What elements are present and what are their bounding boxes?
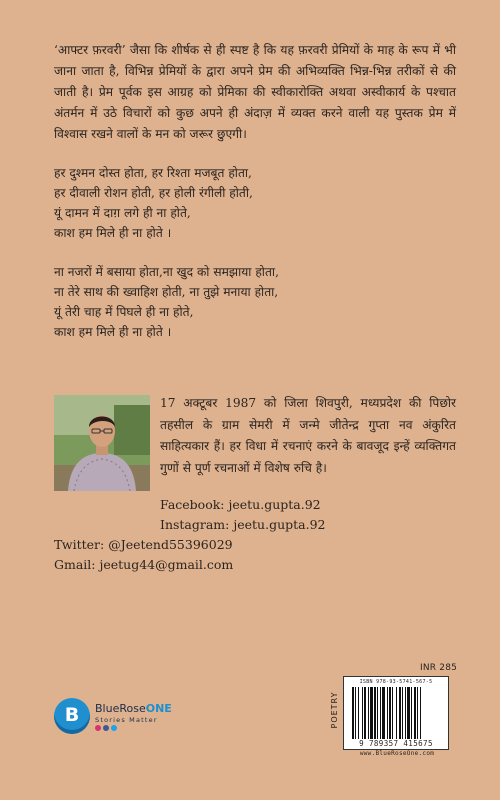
- poem-line: ना तेरे साथ की ख्वाहिश होती, ना तुझे मनाया होता,: [54, 285, 279, 299]
- gmail-address: Gmail: jeetug44@gmail.com: [54, 557, 234, 572]
- publisher-logo-icon: B: [54, 698, 90, 734]
- poem-stanza-2: [54, 262, 434, 342]
- poem-line: काश हम मिले ही ना होते ।: [54, 226, 172, 240]
- poem-line: यूं तेरी चाह में पिघले ही ना होते,: [54, 305, 194, 319]
- twitter-icon: [111, 725, 117, 731]
- price-label: INR 285: [420, 663, 458, 673]
- poem-line: ना नजरों में बसाया होता,ना खुद को समझाया होता,: [54, 265, 279, 279]
- instagram-icon: [95, 725, 101, 731]
- facebook-icon: [103, 725, 109, 731]
- barcode-bars: [352, 687, 440, 739]
- publisher-logo: [54, 698, 194, 734]
- isbn-label: ISBN 978-93-5741-567-5: [359, 679, 433, 685]
- genre-label: POETRY: [330, 691, 339, 729]
- instagram-handle: Instagram: jeetu.gupta.92: [160, 517, 326, 532]
- author-bio: 17 अक्टूबर 1987 को जिला शिवपुरी, मध्यप्रदेश की पिछोर तहसील के ग्राम सेमरी में जन्मे जीतेन्द्र गुप्ता नव अंकुरित साहित्यकार हैं। हर विधा में रचनाएं करने के बावजूद इन्हें व्यक्तिगत गुणों से पूर्ण रचनाओं में विशेष रुचि है।: [160, 396, 456, 475]
- poem-stanza-1: [54, 163, 434, 243]
- publisher-website: www.BlueRoseOne.com: [359, 750, 435, 757]
- publisher-name: BlueRoseONE: [95, 702, 172, 715]
- back-cover-blurb: ‘आफ्टर फ़रवरी’ जैसा कि शीर्षक से ही स्पष्ट है कि यह फ़रवरी प्रेमियों के माह के रूप में भी जाना जाता है, विभिन्न प्रेमियों के द्वारा अपने प्रेम की अभिव्यक्ति भिन्न-भिन्न तरीकों से की जाती है। प्रेम पूर्वक इस आग्रह को प्रेमिका की स्वीकारोक्ति अथवा अस्वीकार्य के पश्चात अंतर्मन में उठे विचारों को कुछ अपने ही अंदाज़ में व्यक्त करने वाली यह पुस्तक प्रेम में विश्वास रखने वालों के मन को जरूर छुएगी।: [54, 43, 456, 141]
- twitter-handle: Twitter: @Jeetend55396029: [54, 537, 233, 552]
- poem-line: यूं दामन में दाग़ लगे ही ना होते,: [54, 206, 191, 220]
- barcode-digits: 9 789357 415675: [359, 739, 433, 748]
- poem-line: हर दीवाली रोशन होती, हर होली रंगीली होती,: [54, 186, 253, 200]
- author-photo: [54, 395, 150, 491]
- poem-line: काश हम मिले ही ना होते ।: [54, 325, 172, 339]
- isbn-barcode: [343, 676, 449, 750]
- facebook-handle: Facebook: jeetu.gupta.92: [160, 497, 321, 512]
- publisher-tagline: Stories Matter: [95, 716, 158, 724]
- poem-line: हर दुश्मन दोस्त होता, हर रिश्ता मजबूत होता,: [54, 166, 252, 180]
- publisher-social-icons: [95, 725, 117, 731]
